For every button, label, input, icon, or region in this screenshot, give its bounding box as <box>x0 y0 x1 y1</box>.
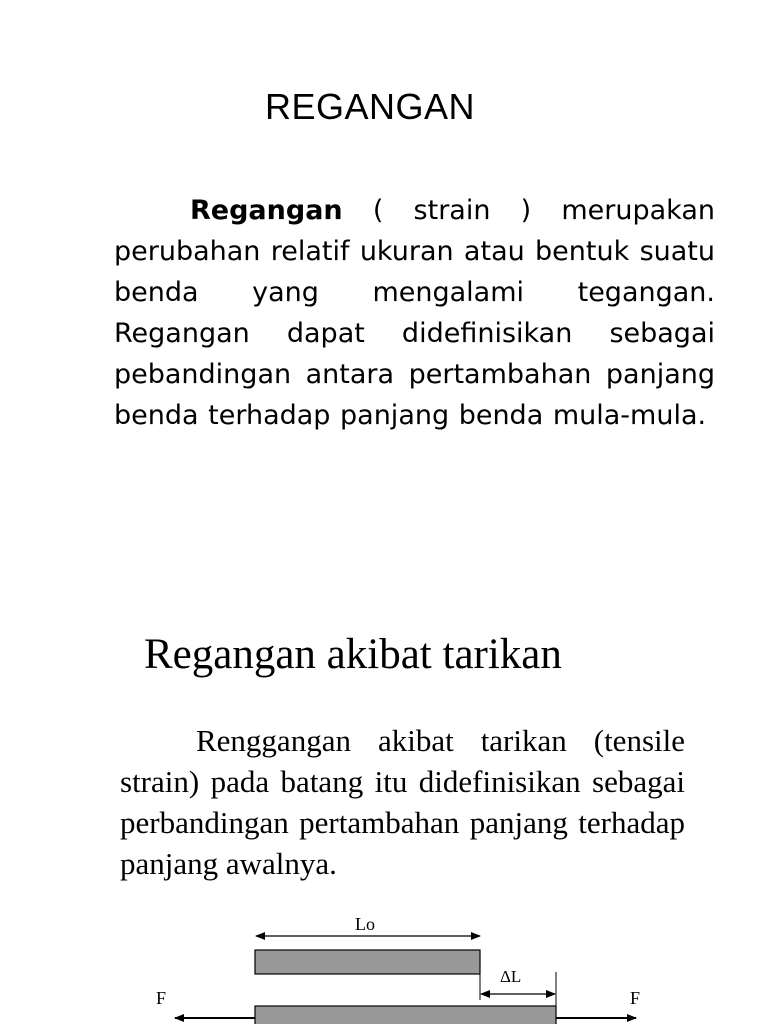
intro-term: Regangan <box>190 195 343 226</box>
elongation-label: ΔL <box>500 967 522 986</box>
section-paragraph <box>120 720 685 884</box>
section-heading: Regangan akibat tarikan <box>144 631 562 678</box>
stretched-bar <box>255 1006 556 1024</box>
page-title: REGANGAN <box>264 86 476 127</box>
section-text: Renggangan akibat tarikan (tensile strain) pada batang itu didefinisikan sebagai perbandingan pertambahan panjang terhadap panjang awalnya. <box>120 723 685 881</box>
intro-paragraph <box>114 190 715 436</box>
intro-text: ( strain ) merupakan perubahan relatif ukuran atau bentuk suatu benda yang mengalami tegangan. Regangan dapat didefinisikan sebagai pebandingan antara pertambahan panjang benda terhadap panjang benda mula-mula. <box>114 195 715 431</box>
force-left-label: F <box>156 988 167 1008</box>
tensile-strain-diagram <box>0 900 768 1024</box>
force-right-label: F <box>630 988 641 1008</box>
original-bar <box>255 950 480 974</box>
original-length-label: Lo <box>355 914 375 934</box>
